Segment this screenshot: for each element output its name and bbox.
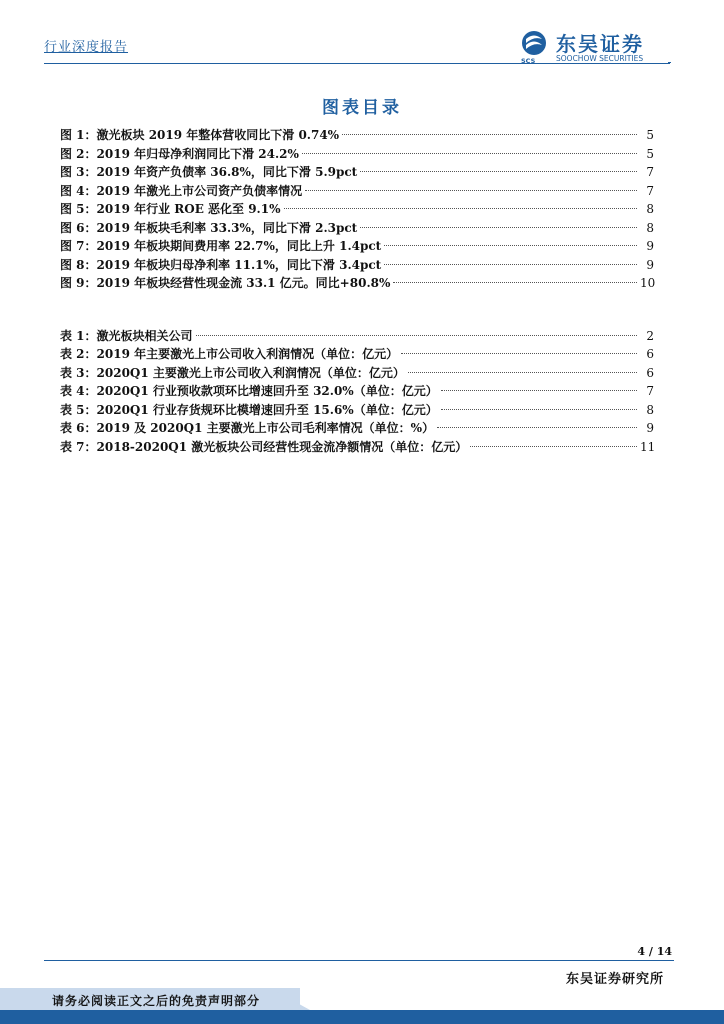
toc-entry-page: 7: [646, 384, 654, 398]
toc-figure-entry[interactable]: [60, 126, 654, 145]
dot-leader: [342, 134, 637, 135]
toc-entry-page: 8: [646, 402, 654, 417]
toc-entry-label: 图 1：激光板块 2019 年整体营收同比下滑 0.74%: [60, 128, 340, 142]
toc-figure-entry[interactable]: [60, 145, 654, 164]
toc-entry-page: 11: [640, 439, 656, 454]
toc-entry-page: 2: [646, 328, 654, 343]
header-dash-mark: [668, 62, 671, 63]
dot-leader: [360, 171, 637, 172]
toc-entry-label: 表 6：2019 及 2020Q1 主要激光上市公司毛利率情况（单位：%）: [60, 421, 435, 435]
footer-band-slant: [270, 988, 310, 1010]
toc-table-entry[interactable]: [60, 364, 654, 383]
toc-entry-label: 表 2：2019 年主要激光上市公司收入利润情况（单位：亿元）: [60, 347, 399, 361]
dot-leader: [441, 409, 637, 410]
toc-title: 图表目录: [322, 98, 402, 118]
dot-leader: [305, 190, 637, 191]
toc-entry-label: 图 2：2019 年归母净利润同比下滑 24.2%: [60, 146, 299, 161]
dot-leader: [196, 335, 637, 336]
toc-entry-label: 表 5：2020Q1 行业存货规环比模增速回升至 15.6%（单位：亿元）: [60, 402, 438, 417]
toc-entry-page: 8: [646, 220, 654, 235]
dot-leader: [360, 227, 637, 228]
toc-figure-entry[interactable]: [60, 274, 654, 293]
toc-figure-entry[interactable]: [60, 219, 654, 238]
toc-table-entry[interactable]: [60, 382, 654, 401]
soochow-logo-icon: [520, 30, 548, 58]
logo-abbr: SCS: [521, 57, 536, 65]
toc-table-entry[interactable]: [60, 401, 654, 420]
toc-entry-page: 7: [646, 183, 654, 198]
list-spacer: [60, 293, 654, 327]
toc-entry-label: 图 3：2019 年资产负债率 36.8%，同比下滑 5.9pct: [60, 165, 358, 179]
toc-table-entry[interactable]: [60, 438, 654, 457]
dot-leader: [384, 264, 637, 265]
report-type-label: 行业深度报告: [44, 40, 129, 55]
company-logo: [520, 30, 672, 66]
toc-entry-page: 9: [646, 421, 654, 435]
toc-table-entry[interactable]: [60, 327, 654, 346]
dot-leader: [384, 245, 637, 246]
toc-entry-page: 10: [640, 276, 656, 290]
footer-band: [0, 988, 724, 1024]
dot-leader: [284, 208, 638, 209]
footer-company-name: 东吴证券研究所: [565, 972, 664, 987]
logo-english-name: SOOCHOW SECURITIES: [556, 54, 644, 63]
toc-figure-entry[interactable]: [60, 163, 654, 182]
toc-table-entry[interactable]: [60, 419, 654, 438]
toc-figure-entry[interactable]: [60, 200, 654, 219]
toc-entry-label: 图 7：2019 年板块期间费用率 22.7%，同比上升 1.4pct: [60, 239, 382, 253]
toc-entry-page: 6: [646, 347, 654, 361]
dot-leader: [437, 427, 637, 428]
page-number: 4 / 14: [637, 945, 672, 958]
dot-leader: [393, 282, 637, 283]
toc-figure-entry[interactable]: [60, 256, 654, 275]
toc-entry-label: 图 9：2019 年板块经营性现金流 33.1 亿元。同比+80.8%: [60, 276, 391, 290]
toc-entry-page: 6: [646, 365, 654, 380]
toc-entry-label: 表 1：激光板块相关公司: [60, 328, 193, 343]
table-of-contents: [60, 126, 654, 456]
disclaimer-text: 请务必阅读正文之后的免责声明部分: [52, 994, 261, 1008]
dot-leader: [401, 353, 637, 354]
logo-chinese-name: 东吴证券: [556, 32, 644, 56]
dot-leader: [408, 372, 637, 373]
header-divider: [44, 63, 670, 64]
toc-entry-label: 图 5：2019 年行业 ROE 恶化至 9.1%: [60, 202, 281, 216]
dot-leader: [302, 153, 637, 154]
table-list: [60, 327, 654, 457]
toc-entry-page: 8: [646, 202, 654, 216]
toc-entry-page: 7: [646, 165, 654, 179]
figure-list: [60, 126, 654, 293]
toc-table-entry[interactable]: [60, 345, 654, 364]
toc-figure-entry[interactable]: [60, 182, 654, 201]
toc-entry-page: 9: [646, 239, 654, 253]
toc-entry-label: 图 8：2019 年板块归母净利率 11.1%，同比下滑 3.4pct: [60, 257, 382, 272]
toc-entry-label: 图 4：2019 年激光上市公司资产负债率情况: [60, 183, 303, 198]
toc-entry-page: 9: [646, 257, 654, 272]
dot-leader: [441, 390, 637, 391]
dot-leader: [470, 446, 637, 447]
toc-entry-label: 图 6：2019 年板块毛利率 33.3%，同比下滑 2.3pct: [60, 220, 358, 235]
toc-entry-label: 表 7：2018-2020Q1 激光板块公司经营性现金流净额情况（单位：亿元）: [60, 439, 468, 454]
toc-entry-page: 5: [646, 146, 654, 161]
footer-divider: [44, 960, 674, 961]
toc-entry-label: 表 4：2020Q1 行业预收款项环比增速回升至 32.0%（单位：亿元）: [60, 384, 438, 398]
toc-entry-label: 表 3：2020Q1 主要激光上市公司收入利润情况（单位：亿元）: [60, 365, 405, 380]
toc-entry-page: 5: [646, 128, 654, 142]
toc-figure-entry[interactable]: [60, 237, 654, 256]
footer-dark-band: [0, 1010, 724, 1024]
